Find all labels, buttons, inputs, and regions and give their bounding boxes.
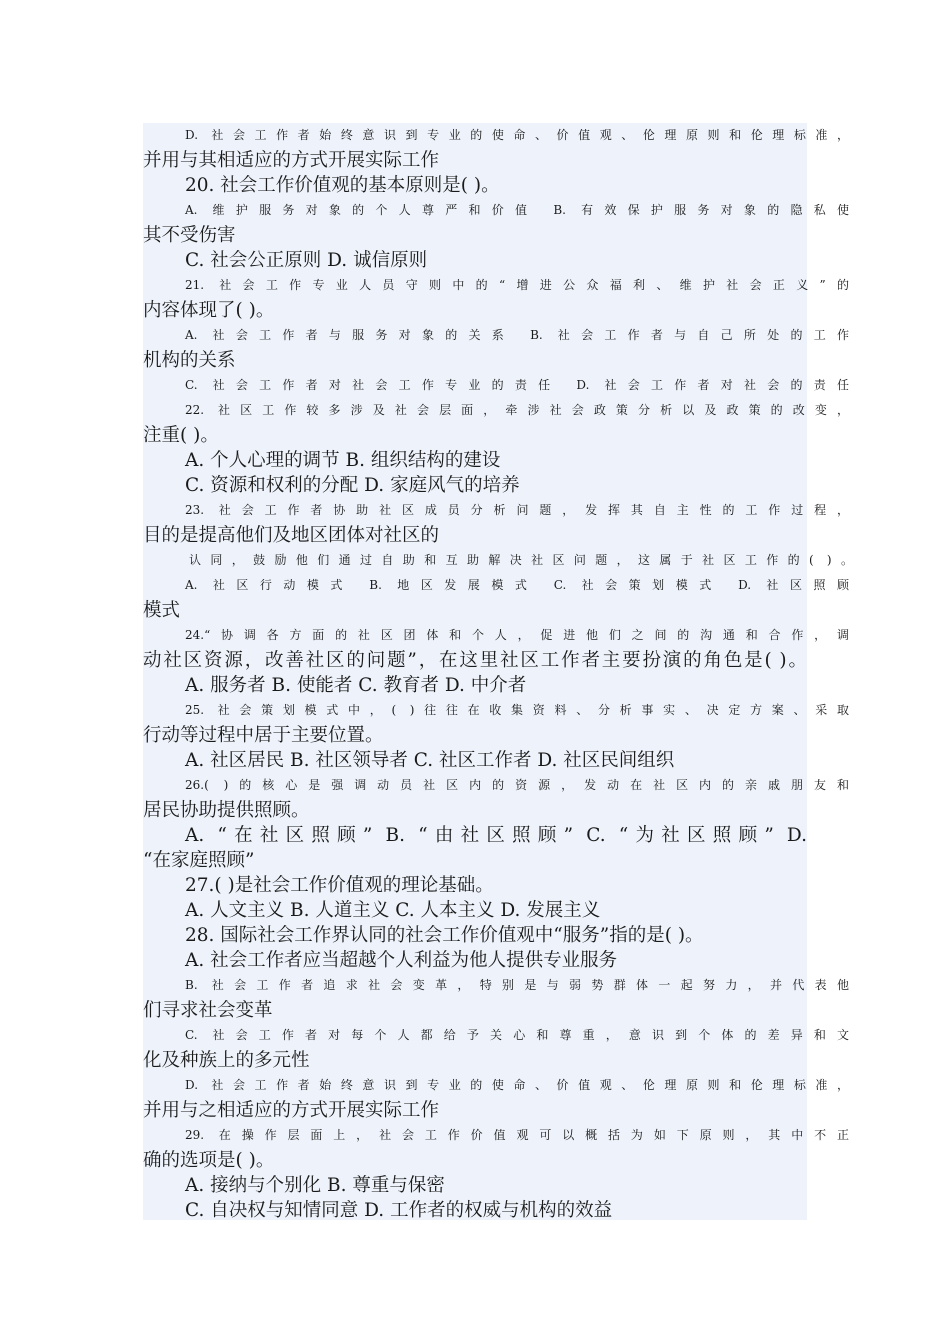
option-line: A. “在社区照顾” B. “由社区照顾” C. “为社区照顾” D. xyxy=(185,825,807,846)
option-line: A. 人文主义 B. 人道主义 C. 人本主义 D. 发展主义 xyxy=(185,900,601,921)
option-line: C. 资源和权利的分配 D. 家庭风气的培养 xyxy=(185,475,520,496)
text-line: 认同，鼓励他们通过自助和互助解决社区问题，这属于社区工作的( )。 xyxy=(189,553,853,567)
option-line: C. 社会工作者对每个人都给予关心和尊重，意识到个体的差异和文 xyxy=(185,1028,849,1042)
text-line: 机构的关系 xyxy=(143,350,236,371)
text-line: D. 社会工作者始终意识到专业的使命、价值观、伦理原则和伦理标准， xyxy=(185,128,849,142)
text-line: 们寻求社会变革 xyxy=(143,1000,273,1021)
option-line: A. 个人心理的调节 B. 组织结构的建设 xyxy=(185,450,501,471)
option-line: C. 自决权与知情同意 D. 工作者的权威与机构的效益 xyxy=(185,1200,613,1221)
text-line: 目的是提高他们及地区团体对社区的 xyxy=(143,525,440,546)
option-line: A. 服务者 B. 使能者 C. 教育者 D. 中介者 xyxy=(185,675,527,696)
text-line: 内容体现了( )。 xyxy=(143,300,275,321)
question-line: 29. 在操作层面上，社会工作价值观可以概括为如下原则，其中不正 xyxy=(185,1128,849,1142)
option-line: A. 社会工作者与服务对象的关系 B. 社会工作者与自己所处的工作 xyxy=(185,328,849,342)
option-line: A. 接纳与个别化 B. 尊重与保密 xyxy=(185,1175,445,1196)
option-line: A. 社区行动模式 B. 地区发展模式 C. 社会策划模式 D. 社区照顾 xyxy=(185,578,849,592)
text-line: 其不受伤害 xyxy=(143,225,236,246)
question-line: 22. 社区工作较多涉及社会层面，牵涉社会政策分析以及政策的改变， xyxy=(185,403,849,417)
option-line: B. 社会工作者追求社会变革，特别是与弱势群体一起努力，并代表他 xyxy=(185,978,849,992)
text-block xyxy=(143,123,853,1221)
option-line: D. 社会工作者始终意识到专业的使命、价值观、伦理原则和伦理标准， xyxy=(185,1078,849,1092)
option-line: A. 社会工作者应当超越个人利益为他人提供专业服务 xyxy=(185,950,618,971)
option-line: A. 维护服务对象的个人尊严和价值 B. 有效保护服务对象的隐私使 xyxy=(185,203,849,217)
text-line: 化及种族上的多元性 xyxy=(143,1050,310,1071)
question-line: 21. 社会工作专业人员守则中的“增进公众福利、维护社会正义”的 xyxy=(185,278,849,292)
text-line: 确的选项是( )。 xyxy=(143,1150,275,1171)
text-line: 动社区资源，改善社区的问题”，在这里社区工作者主要扮演的角色是( )。 xyxy=(143,650,807,671)
option-line: C. 社会工作者对社会工作专业的责任 D. 社会工作者对社会的责任 xyxy=(185,378,849,392)
option-line: A. 社区居民 B. 社区领导者 C. 社区工作者 D. 社区民间组织 xyxy=(185,750,675,771)
text-line: 行动等过程中居于主要位置。 xyxy=(143,725,384,746)
text-line: 居民协助提供照顾。 xyxy=(143,800,310,821)
text-line: “在家庭照顾” xyxy=(143,850,255,871)
option-line: C. 社会公正原则 D. 诚信原则 xyxy=(185,250,428,271)
question-line: 20. 社会工作价值观的基本原则是( )。 xyxy=(185,175,500,196)
text-line: 并用与其相适应的方式开展实际工作 xyxy=(143,150,440,171)
text-line: 模式 xyxy=(143,600,181,621)
question-line: 25. 社会策划模式中，( )往往在收集资料、分析事实、决定方案、采取 xyxy=(185,703,849,717)
question-line: 23. 社会工作者协助社区成员分析问题，发挥其自主性的工作过程， xyxy=(185,503,849,517)
question-line: 24.“协调各方面的社区团体和个人，促进他们之间的沟通和合作，调 xyxy=(185,628,849,642)
question-line: 27.( )是社会工作价值观的理论基础。 xyxy=(185,875,494,896)
text-line: 并用与之相适应的方式开展实际工作 xyxy=(143,1100,440,1121)
question-line: 28. 国际社会工作界认同的社会工作价值观中“服务”指的是( )。 xyxy=(185,925,704,946)
question-line: 26.( )的核心是强调动员社区内的资源，发动在社区内的亲戚朋友和 xyxy=(185,778,849,792)
text-line: 注重( )。 xyxy=(143,425,219,446)
